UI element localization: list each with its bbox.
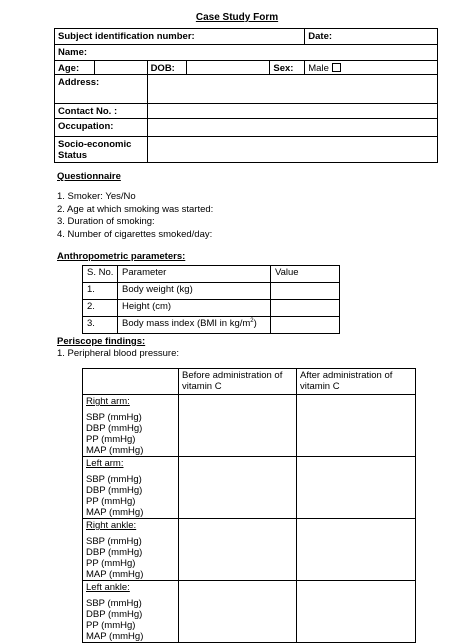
table-row [83, 317, 340, 334]
questionnaire-list [57, 191, 213, 241]
bp-line: DBP (mmHg) [86, 609, 143, 620]
question-item: 4. Number of cigarettes smoked/day: [57, 228, 213, 240]
subject-id-label: Subject identification number: [58, 31, 195, 42]
dob-label: DOB: [147, 61, 187, 75]
bp-line: SBP (mmHg) [86, 412, 142, 423]
row-sno: 2. [83, 300, 118, 317]
bp-line: PP (mmHg) [86, 558, 136, 569]
row-parameter [118, 317, 271, 334]
sex-label: Sex: [270, 61, 305, 75]
date-label: Date: [308, 31, 333, 42]
periscope-heading: Periscope findings: [57, 336, 146, 347]
bp-group-label: Left ankle: [86, 582, 130, 593]
row-value-input[interactable] [271, 283, 340, 300]
bp-before-input[interactable] [179, 519, 297, 581]
subject-info-table [54, 28, 438, 163]
row-parameter-close: ) [253, 318, 257, 330]
contact-label: Contact No. : [55, 104, 148, 119]
form-title: Case Study Form [195, 12, 279, 23]
occupation-input[interactable] [147, 119, 437, 137]
socio-label-line1: Socio-economic [58, 139, 132, 150]
col-header-after: After administration of vitamin C [297, 369, 416, 395]
address-label: Address: [55, 75, 148, 104]
anthropometric-heading: Anthropometric parameters: [57, 251, 186, 262]
bp-line: SBP (mmHg) [86, 474, 142, 485]
anthropometric-table [82, 265, 340, 334]
bp-group-label: Right arm: [86, 396, 130, 407]
socio-economic-input[interactable] [147, 137, 437, 163]
socio-label-line2: Status [58, 150, 88, 161]
bp-line: DBP (mmHg) [86, 485, 143, 496]
row-sno: 3. [83, 317, 118, 334]
bp-corner-cell [83, 369, 179, 395]
dob-input[interactable] [187, 61, 270, 75]
bp-line: DBP (mmHg) [86, 547, 143, 558]
superscript: 2 [250, 318, 254, 324]
name-field[interactable] [55, 45, 438, 61]
table-row [83, 581, 416, 643]
bp-line: MAP (mmHg) [86, 569, 144, 580]
questionnaire-heading: Questionnaire [57, 171, 121, 182]
bp-line: MAP (mmHg) [86, 631, 144, 642]
periscope-subheading: 1. Peripheral blood pressure: [57, 348, 179, 359]
col-header-parameter: Parameter [118, 266, 271, 283]
bp-group-label: Right ankle: [86, 520, 137, 531]
table-row [83, 519, 416, 581]
bp-before-input[interactable] [179, 581, 297, 643]
bp-after-input[interactable] [297, 395, 416, 457]
bp-line: MAP (mmHg) [86, 507, 144, 518]
row-value-input[interactable] [271, 317, 340, 334]
age-label: Age: [55, 61, 95, 75]
address-input[interactable] [147, 75, 437, 104]
male-checkbox[interactable] [332, 63, 341, 72]
contact-input[interactable] [147, 104, 437, 119]
bp-line: DBP (mmHg) [86, 423, 143, 434]
col-header-sno: S. No. [83, 266, 118, 283]
age-input[interactable] [94, 61, 147, 75]
socio-economic-label [55, 137, 148, 163]
subject-id-field[interactable] [55, 29, 305, 45]
row-parameter: Body weight (kg) [118, 283, 271, 300]
name-label: Name: [58, 47, 88, 58]
bp-line: SBP (mmHg) [86, 598, 142, 609]
bp-before-input[interactable] [179, 395, 297, 457]
bp-line: PP (mmHg) [86, 434, 136, 445]
bp-group-cell [83, 395, 179, 457]
blood-pressure-table [82, 368, 416, 643]
date-field[interactable] [305, 29, 438, 45]
col-header-before: Before administration of vitamin C [179, 369, 297, 395]
bp-line: MAP (mmHg) [86, 445, 144, 456]
row-parameter: Height (cm) [118, 300, 271, 317]
occupation-label: Occupation: [55, 119, 148, 137]
bp-line: PP (mmHg) [86, 496, 136, 507]
male-option-label: Male [308, 63, 329, 74]
row-parameter-text: Body mass index (BMI in kg/m [122, 318, 251, 330]
bp-after-input[interactable] [297, 519, 416, 581]
bp-line: SBP (mmHg) [86, 536, 142, 547]
question-item: 3. Duration of smoking: [57, 216, 155, 227]
row-value-input[interactable] [271, 300, 340, 317]
sex-options [305, 61, 438, 75]
table-row [83, 395, 416, 457]
bp-before-input[interactable] [179, 457, 297, 519]
table-row [83, 300, 340, 317]
table-row [83, 457, 416, 519]
bp-group-cell [83, 519, 179, 581]
row-sno: 1. [83, 283, 118, 300]
question-item: 2. Age at which smoking was started: [57, 203, 214, 215]
bp-group-cell [83, 581, 179, 643]
bp-group-cell [83, 457, 179, 519]
table-row [83, 283, 340, 300]
bp-line: PP (mmHg) [86, 620, 136, 631]
bp-after-input[interactable] [297, 581, 416, 643]
bp-after-input[interactable] [297, 457, 416, 519]
bp-group-label: Left arm: [86, 458, 124, 469]
question-item: 1. Smoker: Yes/No [57, 191, 136, 202]
col-header-value: Value [271, 266, 340, 283]
